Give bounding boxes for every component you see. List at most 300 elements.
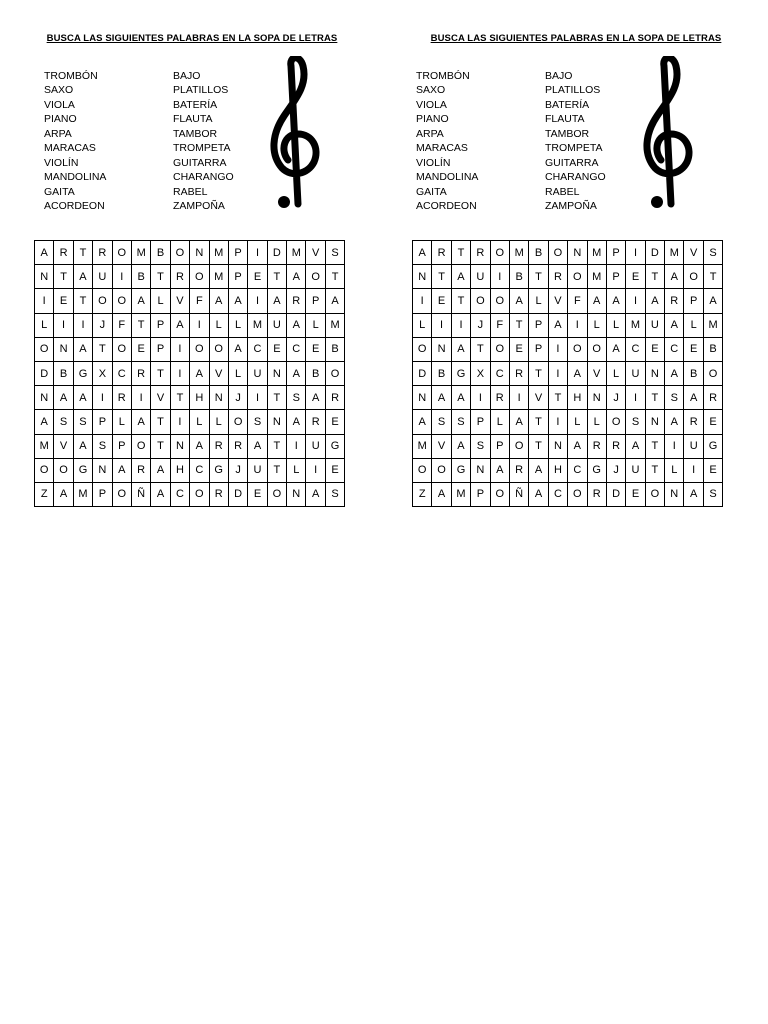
grid-cell: T: [703, 265, 722, 289]
grid-row: [413, 482, 723, 506]
grid-cell: O: [112, 482, 131, 506]
grid-cell: A: [209, 289, 228, 313]
grid-cell: R: [509, 458, 528, 482]
grid-cell: T: [73, 241, 92, 265]
grid-cell: B: [529, 241, 548, 265]
grid-cell: A: [73, 386, 92, 410]
grid-cell: L: [190, 410, 209, 434]
grid-cell: D: [35, 361, 54, 385]
grid-cell: S: [93, 434, 112, 458]
grid-cell: P: [112, 434, 131, 458]
word-item: FLAUTA: [173, 113, 213, 126]
grid-cell: P: [228, 241, 247, 265]
grid-cell: A: [432, 386, 451, 410]
grid-cell: N: [645, 410, 664, 434]
grid-cell: U: [684, 434, 703, 458]
grid-cell: R: [54, 241, 73, 265]
grid-cell: S: [703, 482, 722, 506]
grid-cell: A: [509, 410, 528, 434]
grid-cell: N: [568, 241, 587, 265]
grid-cell: E: [626, 265, 645, 289]
grid-cell: V: [54, 434, 73, 458]
word-item: ZAMPOÑA: [173, 200, 225, 213]
word-item: PIANO: [44, 113, 77, 126]
grid-cell: A: [606, 337, 625, 361]
grid-row: [35, 241, 345, 265]
grid-cell: A: [73, 434, 92, 458]
grid-cell: C: [190, 458, 209, 482]
word-item: RABEL: [173, 185, 208, 198]
grid-cell: O: [190, 337, 209, 361]
grid-cell: E: [54, 289, 73, 313]
grid-cell: O: [606, 410, 625, 434]
grid-cell: R: [587, 434, 606, 458]
grid-cell: M: [587, 241, 606, 265]
grid-cell: R: [432, 241, 451, 265]
grid-cell: L: [306, 313, 325, 337]
worksheet-right: [384, 0, 768, 520]
grid-cell: A: [228, 337, 247, 361]
grid-cell: T: [529, 434, 548, 458]
grid-cell: L: [287, 458, 306, 482]
word-item: FLAUTA: [545, 113, 585, 126]
grid-cell: E: [325, 410, 344, 434]
grid-cell: R: [93, 241, 112, 265]
word-item: TAMBOR: [173, 127, 218, 140]
grid-row: [413, 265, 723, 289]
grid-cell: I: [471, 386, 490, 410]
grid-cell: I: [432, 313, 451, 337]
grid-row: [35, 313, 345, 337]
grid-cell: C: [568, 458, 587, 482]
grid-cell: I: [413, 289, 432, 313]
grid-cell: O: [645, 482, 664, 506]
word-item: ZAMPOÑA: [545, 200, 597, 213]
grid-cell: B: [684, 361, 703, 385]
word-item: VIOLA: [44, 98, 75, 111]
grid-row: [413, 361, 723, 385]
grid-cell: I: [626, 386, 645, 410]
word-item: ACORDEON: [44, 200, 105, 213]
grid-cell: T: [471, 337, 490, 361]
grid-cell: M: [73, 482, 92, 506]
grid-cell: J: [606, 458, 625, 482]
grid-cell: R: [703, 386, 722, 410]
grid-cell: R: [170, 265, 189, 289]
grid-cell: I: [35, 289, 54, 313]
grid-cell: M: [451, 482, 470, 506]
grid-cell: T: [548, 386, 567, 410]
word-item: ARPA: [416, 127, 444, 140]
grid-cell: A: [451, 434, 470, 458]
grid-cell: L: [665, 458, 684, 482]
grid-cell: M: [248, 313, 267, 337]
grid-row: [35, 458, 345, 482]
grid-cell: G: [209, 458, 228, 482]
grid-cell: V: [151, 386, 170, 410]
grid-cell: I: [112, 265, 131, 289]
grid-cell: A: [35, 410, 54, 434]
grid-cell: E: [248, 482, 267, 506]
grid-cell: U: [645, 313, 664, 337]
grid-cell: A: [306, 386, 325, 410]
grid-cell: A: [509, 289, 528, 313]
grid-row: [35, 434, 345, 458]
word-list-column-2: [545, 69, 606, 214]
word-item: VIOLÍN: [416, 156, 451, 169]
grid-cell: I: [568, 313, 587, 337]
grid-cell: G: [451, 458, 470, 482]
grid-cell: S: [626, 410, 645, 434]
grid-cell: T: [131, 313, 150, 337]
grid-cell: O: [112, 241, 131, 265]
word-item: GUITARRA: [173, 156, 227, 169]
grid-row: [35, 386, 345, 410]
grid-cell: J: [228, 458, 247, 482]
grid-cell: G: [587, 458, 606, 482]
grid-row: [413, 241, 723, 265]
grid-cell: A: [54, 386, 73, 410]
grid-cell: O: [209, 337, 228, 361]
grid-cell: A: [131, 410, 150, 434]
grid-cell: E: [703, 458, 722, 482]
grid-cell: H: [548, 458, 567, 482]
grid-cell: O: [703, 361, 722, 385]
grid-cell: E: [703, 410, 722, 434]
grid-cell: V: [432, 434, 451, 458]
grid-cell: C: [248, 337, 267, 361]
grid-cell: T: [73, 289, 92, 313]
grid-cell: A: [432, 482, 451, 506]
grid-cell: A: [248, 434, 267, 458]
grid-cell: U: [248, 361, 267, 385]
grid-cell: O: [267, 482, 286, 506]
grid-cell: N: [54, 337, 73, 361]
grid-cell: I: [248, 241, 267, 265]
grid-cell: A: [151, 458, 170, 482]
grid-cell: O: [432, 458, 451, 482]
grid-cell: O: [509, 434, 528, 458]
grid-cell: T: [645, 434, 664, 458]
word-list-column-1: [416, 69, 478, 214]
grid-cell: O: [568, 482, 587, 506]
grid-cell: U: [248, 458, 267, 482]
grid-cell: M: [665, 241, 684, 265]
grid-cell: T: [151, 410, 170, 434]
grid-cell: M: [325, 313, 344, 337]
grid-cell: O: [490, 482, 509, 506]
grid-cell: F: [490, 313, 509, 337]
grid-cell: N: [413, 265, 432, 289]
grid-cell: I: [190, 313, 209, 337]
grid-cell: N: [209, 386, 228, 410]
grid-cell: A: [665, 313, 684, 337]
grid-cell: A: [287, 410, 306, 434]
grid-cell: O: [228, 410, 247, 434]
grid-cell: P: [490, 434, 509, 458]
grid-cell: N: [471, 458, 490, 482]
grid-cell: L: [684, 313, 703, 337]
grid-cell: O: [587, 337, 606, 361]
grid-cell: A: [35, 241, 54, 265]
grid-cell: F: [112, 313, 131, 337]
grid-cell: Ñ: [131, 482, 150, 506]
grid-cell: I: [93, 386, 112, 410]
grid-cell: S: [248, 410, 267, 434]
grid-cell: S: [287, 386, 306, 410]
word-item: VIOLÍN: [44, 156, 79, 169]
grid-cell: M: [35, 434, 54, 458]
grid-cell: E: [131, 337, 150, 361]
grid-cell: T: [325, 265, 344, 289]
grid-cell: U: [626, 361, 645, 385]
grid-cell: D: [267, 241, 286, 265]
grid-cell: N: [267, 410, 286, 434]
grid-cell: O: [131, 434, 150, 458]
grid-cell: M: [287, 241, 306, 265]
grid-cell: O: [413, 458, 432, 482]
grid-cell: A: [112, 458, 131, 482]
grid-cell: A: [73, 265, 92, 289]
grid-cell: S: [325, 482, 344, 506]
word-item: BAJO: [173, 70, 201, 82]
grid-cell: R: [228, 434, 247, 458]
grid-cell: A: [287, 265, 306, 289]
grid-cell: N: [432, 337, 451, 361]
grid-cell: U: [93, 265, 112, 289]
grid-cell: L: [151, 289, 170, 313]
grid-row: [413, 410, 723, 434]
word-list-column-1: [44, 69, 106, 214]
grid-cell: T: [93, 337, 112, 361]
grid-cell: A: [451, 265, 470, 289]
grid-cell: R: [112, 386, 131, 410]
grid-cell: X: [471, 361, 490, 385]
grid-cell: R: [665, 289, 684, 313]
grid-cell: N: [665, 482, 684, 506]
grid-cell: A: [413, 410, 432, 434]
grid-cell: A: [170, 313, 189, 337]
grid-cell: J: [93, 313, 112, 337]
grid-cell: B: [151, 241, 170, 265]
grid-row: [413, 434, 723, 458]
grid-cell: A: [190, 434, 209, 458]
grid-cell: E: [325, 458, 344, 482]
word-item: PLATILLOS: [545, 84, 601, 97]
word-item: GAITA: [416, 185, 447, 198]
treble-clef-icon: [631, 56, 701, 212]
grid-cell: I: [665, 434, 684, 458]
grid-cell: A: [645, 289, 664, 313]
grid-cell: H: [568, 386, 587, 410]
worksheet-title: BUSCA LAS SIGUIENTES PALABRAS EN LA SOPA DE LETRAS: [46, 33, 338, 44]
grid-cell: P: [684, 289, 703, 313]
grid-cell: O: [684, 265, 703, 289]
grid-cell: T: [509, 313, 528, 337]
grid-cell: A: [131, 289, 150, 313]
grid-cell: B: [54, 361, 73, 385]
grid-cell: T: [151, 265, 170, 289]
grid-cell: S: [54, 410, 73, 434]
grid-cell: L: [606, 361, 625, 385]
grid-cell: O: [490, 289, 509, 313]
grid-cell: A: [267, 289, 286, 313]
grid-cell: N: [413, 386, 432, 410]
grid-cell: A: [703, 289, 722, 313]
grid-cell: D: [413, 361, 432, 385]
word-item: MANDOLINA: [416, 171, 479, 184]
word-list-column-2: [173, 69, 234, 214]
grid-cell: L: [112, 410, 131, 434]
grid-cell: Z: [35, 482, 54, 506]
word-item: GAITA: [44, 185, 75, 198]
grid-cell: Z: [413, 482, 432, 506]
grid-cell: O: [170, 241, 189, 265]
grid-cell: I: [509, 386, 528, 410]
grid-cell: T: [170, 386, 189, 410]
grid-cell: J: [606, 386, 625, 410]
treble-clef-icon: [258, 56, 328, 212]
word-item: SAXO: [44, 84, 74, 97]
grid-cell: C: [170, 482, 189, 506]
grid-cell: A: [413, 241, 432, 265]
grid-cell: P: [529, 337, 548, 361]
grid-cell: I: [451, 313, 470, 337]
grid-cell: A: [587, 289, 606, 313]
grid-cell: A: [490, 458, 509, 482]
grid-cell: I: [248, 386, 267, 410]
grid-cell: C: [287, 337, 306, 361]
grid-cell: P: [606, 265, 625, 289]
grid-row: [413, 337, 723, 361]
grid-row: [35, 410, 345, 434]
grid-cell: I: [248, 289, 267, 313]
grid-cell: O: [568, 265, 587, 289]
grid-cell: T: [267, 265, 286, 289]
grid-cell: V: [170, 289, 189, 313]
grid-cell: P: [306, 289, 325, 313]
grid-cell: V: [306, 241, 325, 265]
grid-cell: T: [451, 289, 470, 313]
grid-cell: E: [306, 337, 325, 361]
grid-cell: G: [703, 434, 722, 458]
grid-cell: A: [306, 482, 325, 506]
grid-cell: L: [228, 361, 247, 385]
word-search-grid: [412, 240, 723, 507]
grid-cell: A: [529, 482, 548, 506]
grid-cell: S: [703, 241, 722, 265]
grid-cell: O: [325, 361, 344, 385]
grid-cell: E: [509, 337, 528, 361]
grid-cell: G: [73, 458, 92, 482]
grid-cell: I: [684, 458, 703, 482]
grid-cell: J: [471, 313, 490, 337]
grid-cell: I: [548, 337, 567, 361]
grid-cell: N: [170, 434, 189, 458]
grid-cell: R: [587, 482, 606, 506]
grid-cell: A: [73, 337, 92, 361]
grid-cell: Ñ: [509, 482, 528, 506]
grid-cell: V: [209, 361, 228, 385]
word-item: BATERÍA: [173, 98, 218, 111]
grid-cell: P: [228, 265, 247, 289]
grid-cell: L: [587, 410, 606, 434]
grid-cell: O: [35, 337, 54, 361]
grid-cell: L: [228, 313, 247, 337]
grid-cell: M: [626, 313, 645, 337]
grid-cell: P: [93, 410, 112, 434]
grid-cell: B: [306, 361, 325, 385]
grid-cell: H: [190, 386, 209, 410]
grid-cell: O: [568, 337, 587, 361]
grid-cell: A: [548, 313, 567, 337]
grid-row: [413, 289, 723, 313]
grid-cell: T: [151, 434, 170, 458]
grid-cell: P: [471, 410, 490, 434]
grid-cell: S: [451, 410, 470, 434]
grid-row: [35, 361, 345, 385]
grid-cell: A: [287, 361, 306, 385]
grid-cell: I: [490, 265, 509, 289]
grid-cell: S: [432, 410, 451, 434]
grid-cell: C: [490, 361, 509, 385]
grid-cell: M: [703, 313, 722, 337]
grid-cell: P: [93, 482, 112, 506]
grid-cell: C: [548, 482, 567, 506]
word-item: MARACAS: [416, 142, 468, 155]
grid-row: [35, 337, 345, 361]
grid-cell: E: [684, 337, 703, 361]
grid-cell: A: [287, 313, 306, 337]
grid-cell: U: [626, 458, 645, 482]
grid-cell: A: [626, 434, 645, 458]
grid-cell: B: [131, 265, 150, 289]
grid-cell: E: [267, 337, 286, 361]
grid-cell: I: [306, 458, 325, 482]
grid-cell: I: [626, 289, 645, 313]
grid-cell: O: [306, 265, 325, 289]
grid-row: [413, 386, 723, 410]
grid-cell: E: [626, 482, 645, 506]
word-item: CHARANGO: [545, 171, 606, 184]
grid-cell: C: [626, 337, 645, 361]
grid-cell: L: [209, 410, 228, 434]
grid-cell: A: [151, 482, 170, 506]
grid-cell: P: [151, 337, 170, 361]
word-item: ARPA: [44, 127, 72, 140]
grid-cell: A: [228, 289, 247, 313]
grid-cell: L: [568, 410, 587, 434]
grid-cell: M: [131, 241, 150, 265]
grid-cell: O: [190, 265, 209, 289]
grid-cell: T: [432, 265, 451, 289]
word-item: RABEL: [545, 185, 580, 198]
grid-cell: R: [490, 386, 509, 410]
grid-cell: U: [471, 265, 490, 289]
grid-row: [35, 482, 345, 506]
grid-cell: F: [190, 289, 209, 313]
grid-cell: R: [684, 410, 703, 434]
grid-cell: T: [529, 361, 548, 385]
grid-cell: I: [54, 313, 73, 337]
grid-cell: I: [73, 313, 92, 337]
grid-cell: J: [228, 386, 247, 410]
grid-cell: R: [509, 361, 528, 385]
grid-cell: S: [73, 410, 92, 434]
grid-cell: A: [684, 482, 703, 506]
grid-cell: U: [306, 434, 325, 458]
grid-cell: E: [645, 337, 664, 361]
